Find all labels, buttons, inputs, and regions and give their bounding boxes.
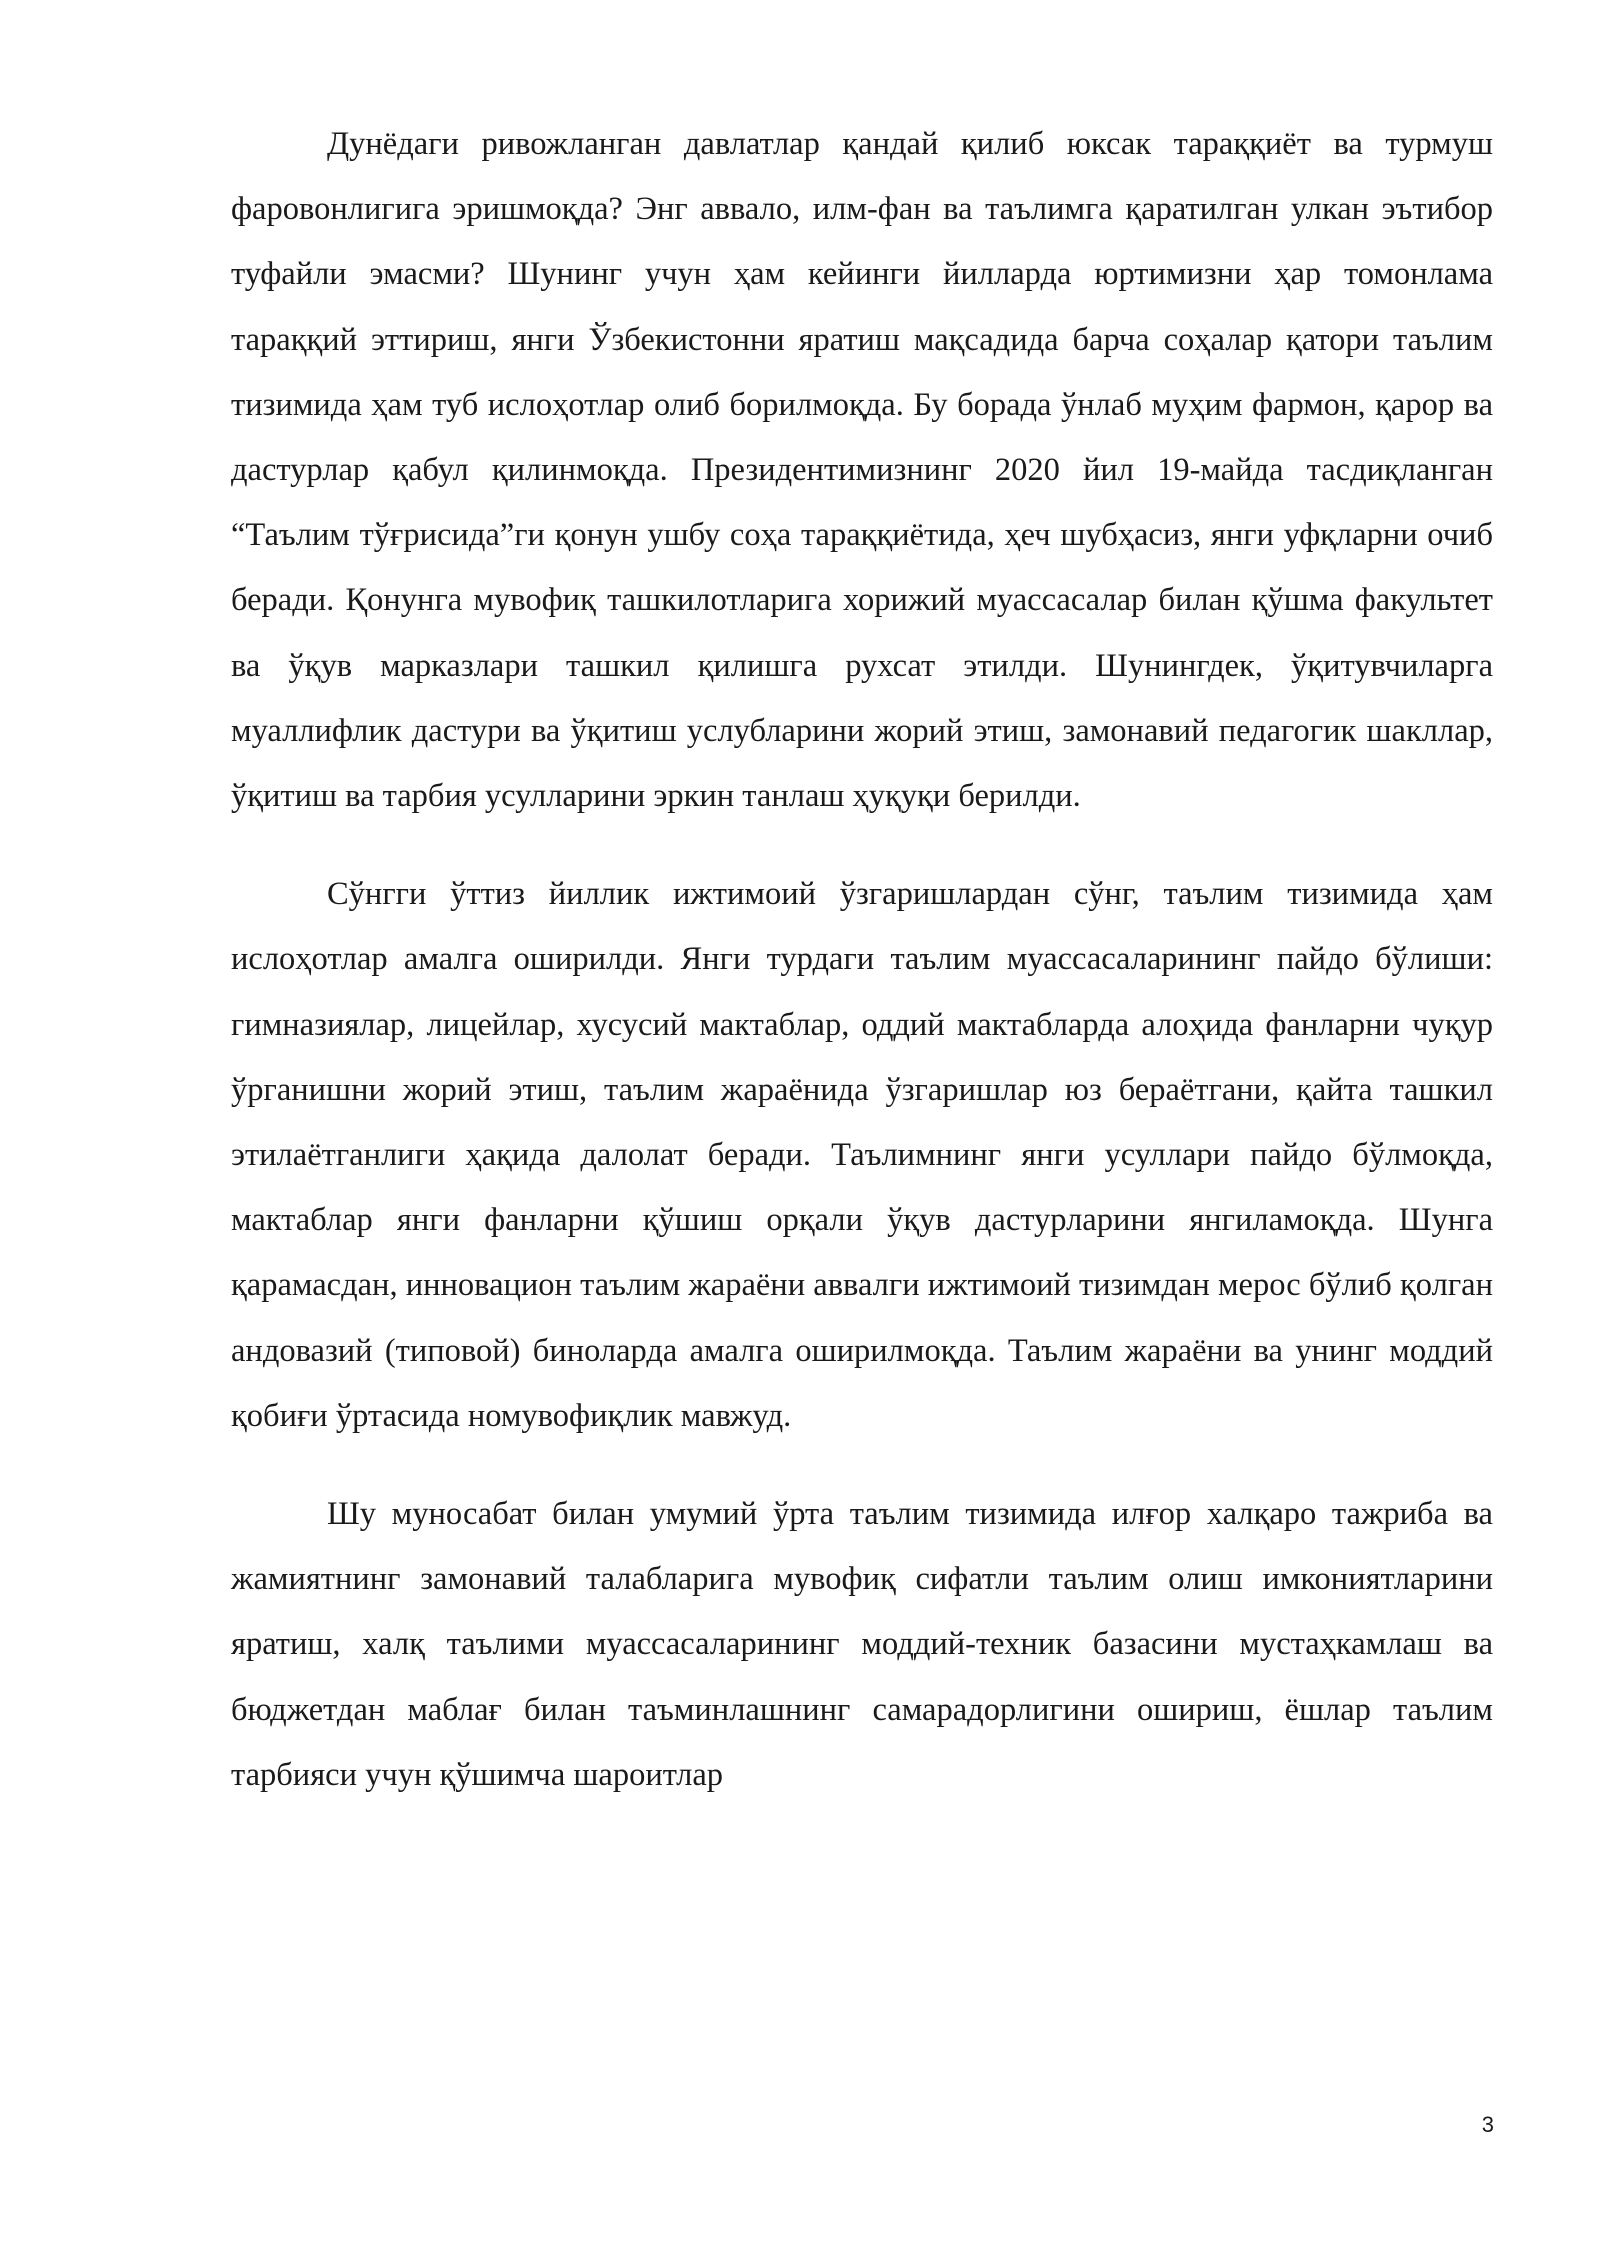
page-number: 3 — [1481, 2112, 1494, 2137]
body-text — [231, 112, 1493, 1841]
paragraph-2: Сўнгги ўттиз йиллик ижтимоий ўзгаришлардан сўнг, таълим тизимида ҳам ислоҳотлар амалга оширилди. Янги турдаги таълим муассасаларининг пайдо бўлиши: гимназиялар, лицейлар, хусусий мактаблар, оддий мактабларда алоҳида фанларни чуқур ўрганишни жорий этиш, таълим жараёнида ўзгаришлар юз бераётгани, қайта ташкил этилаётганлиги ҳақида далолат беради. Таълимнинг янги усуллари пайдо бўлмоқда, мактаблар янги фанларни қўшиш орқали ўқув дастурларини янгиламоқда. Шунга қарамасдан, инновацион таълим жараёни аввалги ижтимоий тизимдан мерос бўлиб қолган андовазий (типовой) биноларда амалга оширилмоқда. Таълим жараёни ва унинг моддий қобиғи ўртасида номувофиқлик мавжуд. — [231, 876, 1493, 1434]
paragraph-3: Шу муносабат билан умумий ўрта таълим тизимида илғор халқаро тажриба ва жамиятнинг замонавий талабларига мувофиқ сифатли таълим олиш имкониятларини яратиш, халқ таълими муассасаларининг моддий-техник базасини мустаҳкамлаш ва бюджетдан маблағ билан таъминлашнинг самарадорлигини ошириш, ёшлар таълим тарбияси учун қўшимча шароитлар — [231, 1496, 1493, 1793]
paragraph-1: Дунёдаги ривожланган давлатлар қандай қилиб юксак тараққиёт ва турмуш фаровонлигига эришмоқда? Энг аввало, илм-фан ва таълимга қаратилган улкан эътибор туфайли эмасми? Шунинг учун ҳам кейинги йилларда юртимизни ҳар томонлама тараққий эттириш, янги Ўзбекистонни яратиш мақсадида барча соҳалар қатори таълим тизимида ҳам туб ислоҳотлар олиб борилмоқда. Бу борада ўнлаб муҳим фармон, қарор ва дастурлар қабул қилинмоқда. Президентимизнинг 2020 йил 19-майда тасдиқланган “Таълим тўғрисида”ги қонун ушбу соҳа тараққиётида, ҳеч шубҳасиз, янги уфқларни очиб беради. Қонунга мувофиқ ташкилотларига хорижий муассасалар билан қўшма факультет ва ўқув марказлари ташкил қилишга рухсат этилди. Шунингдек, ўқитувчиларга муаллифлик дастури ва ўқитиш услубларини жорий этиш, замонавий педагогик шакллар, ўқитиш ва тарбия усулларини эркин танлаш ҳуқуқи берилди. — [231, 126, 1493, 815]
